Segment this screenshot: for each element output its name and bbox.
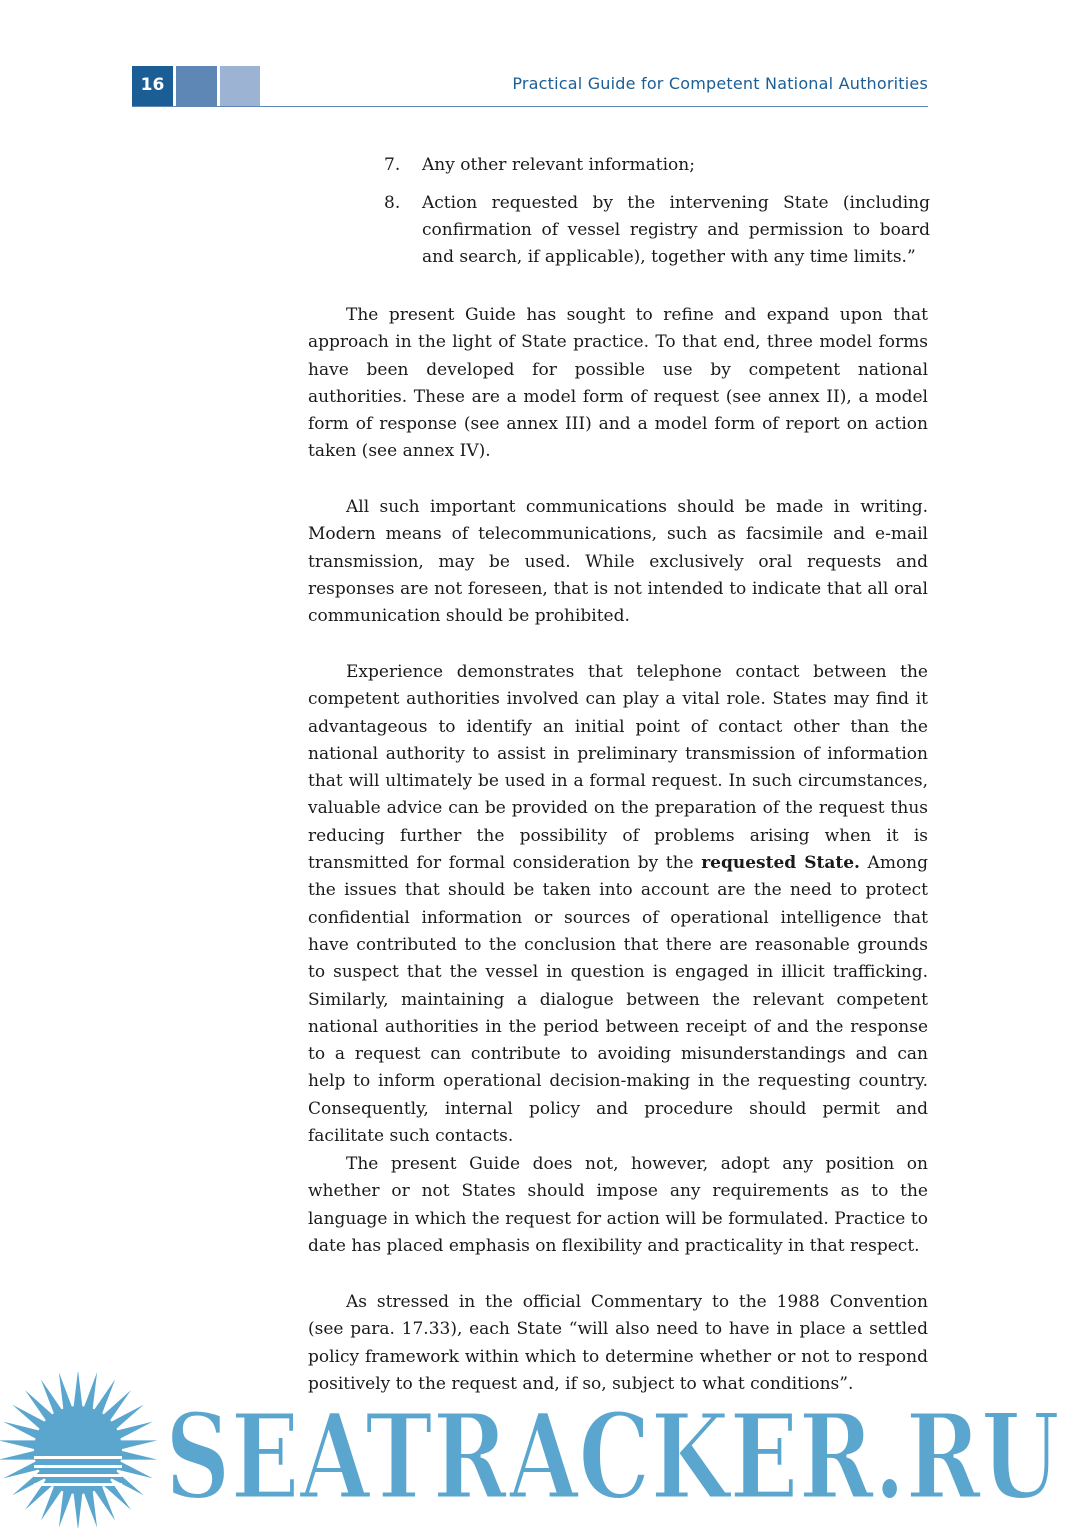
list-item-number: 7. bbox=[384, 155, 401, 175]
list-item-text: Action requested by the intervening State (including confirmation of vessel registry and permission to board and search, if applicable), together with any time limits.” bbox=[422, 193, 930, 267]
header-block-light bbox=[220, 66, 260, 106]
paragraph-model-forms: The present Guide has sought to refine and expand upon that approach in the light of State practice. To that end, three model forms have been developed for possible use by competent national authorities. These are a model form of request (see annex II), a model form of response (see annex III) and a model form of report on action taken (see annex IV). bbox=[308, 305, 928, 462]
sun-icon bbox=[0, 1372, 157, 1528]
running-title: Practical Guide for Competent National Authorities bbox=[512, 74, 928, 93]
paragraph-text: Experience demonstrates that telephone contact between the competent authorities involved can play a vital role. States may find it advantageous to identify an initial point of contact other than the national authority to assist in preliminary transmission of information that will ultimately be used in a formal request. In such circumstances, valuable advice can be provided on the preparation of the request thus reducing further the possibility of problems arising when it is transmitted for formal consideration by the bbox=[308, 662, 928, 874]
paragraph-written-communications: All such important communications should be made in writing. Modern means of telecommunications, such as facsimile and e-mail transmission, may be used. While exclusively oral requests and responses are not foreseen, that is not intended to indicate that all oral communication should be prohibited. bbox=[308, 497, 928, 627]
paragraph-commentary: As stressed in the official Commentary to the 1988 Convention (see para. 17.33), each State “will also need to have in place a settled policy framework within which to determine whether or not to respond positively to the request and, if so, subject to what conditions”. bbox=[308, 1292, 928, 1394]
watermark bbox=[0, 1372, 1080, 1528]
bold-term: requested State. bbox=[701, 853, 860, 874]
header-rule bbox=[132, 106, 928, 107]
paragraph-telephone-contact bbox=[308, 659, 928, 1150]
list-item-number: 8. bbox=[384, 193, 401, 213]
list-item bbox=[384, 152, 930, 179]
watermark-text: SEATRACKER.RU bbox=[165, 1387, 1060, 1526]
page-number: 16 bbox=[132, 66, 173, 106]
paragraph-language: The present Guide does not, however, adopt any position on whether or not States should impose any requirements as to the language in which the request for action will be formulated. Practice to date has placed emphasis on flexibility and practicality in that respect. bbox=[308, 1154, 928, 1256]
header-block-mid bbox=[176, 66, 217, 106]
list-item-text: Any other relevant information; bbox=[422, 155, 695, 175]
list-item bbox=[384, 190, 930, 271]
page-header bbox=[132, 66, 928, 106]
paragraph-text: Among the issues that should be taken into account are the need to protect confidential information or sources of operational intelligence that have contributed to the conclusion that there are reasonable grounds to suspect that the vessel in question is engaged in illicit trafficking. Similarly, maintaining a dialogue between the relevant competent national authorities in the period between receipt of and the response to a request can contribute to avoiding misunderstandings and can help to inform operational decision-making in the requesting country. Consequently, internal policy and procedure should permit and facilitate such contacts. bbox=[308, 853, 929, 1147]
